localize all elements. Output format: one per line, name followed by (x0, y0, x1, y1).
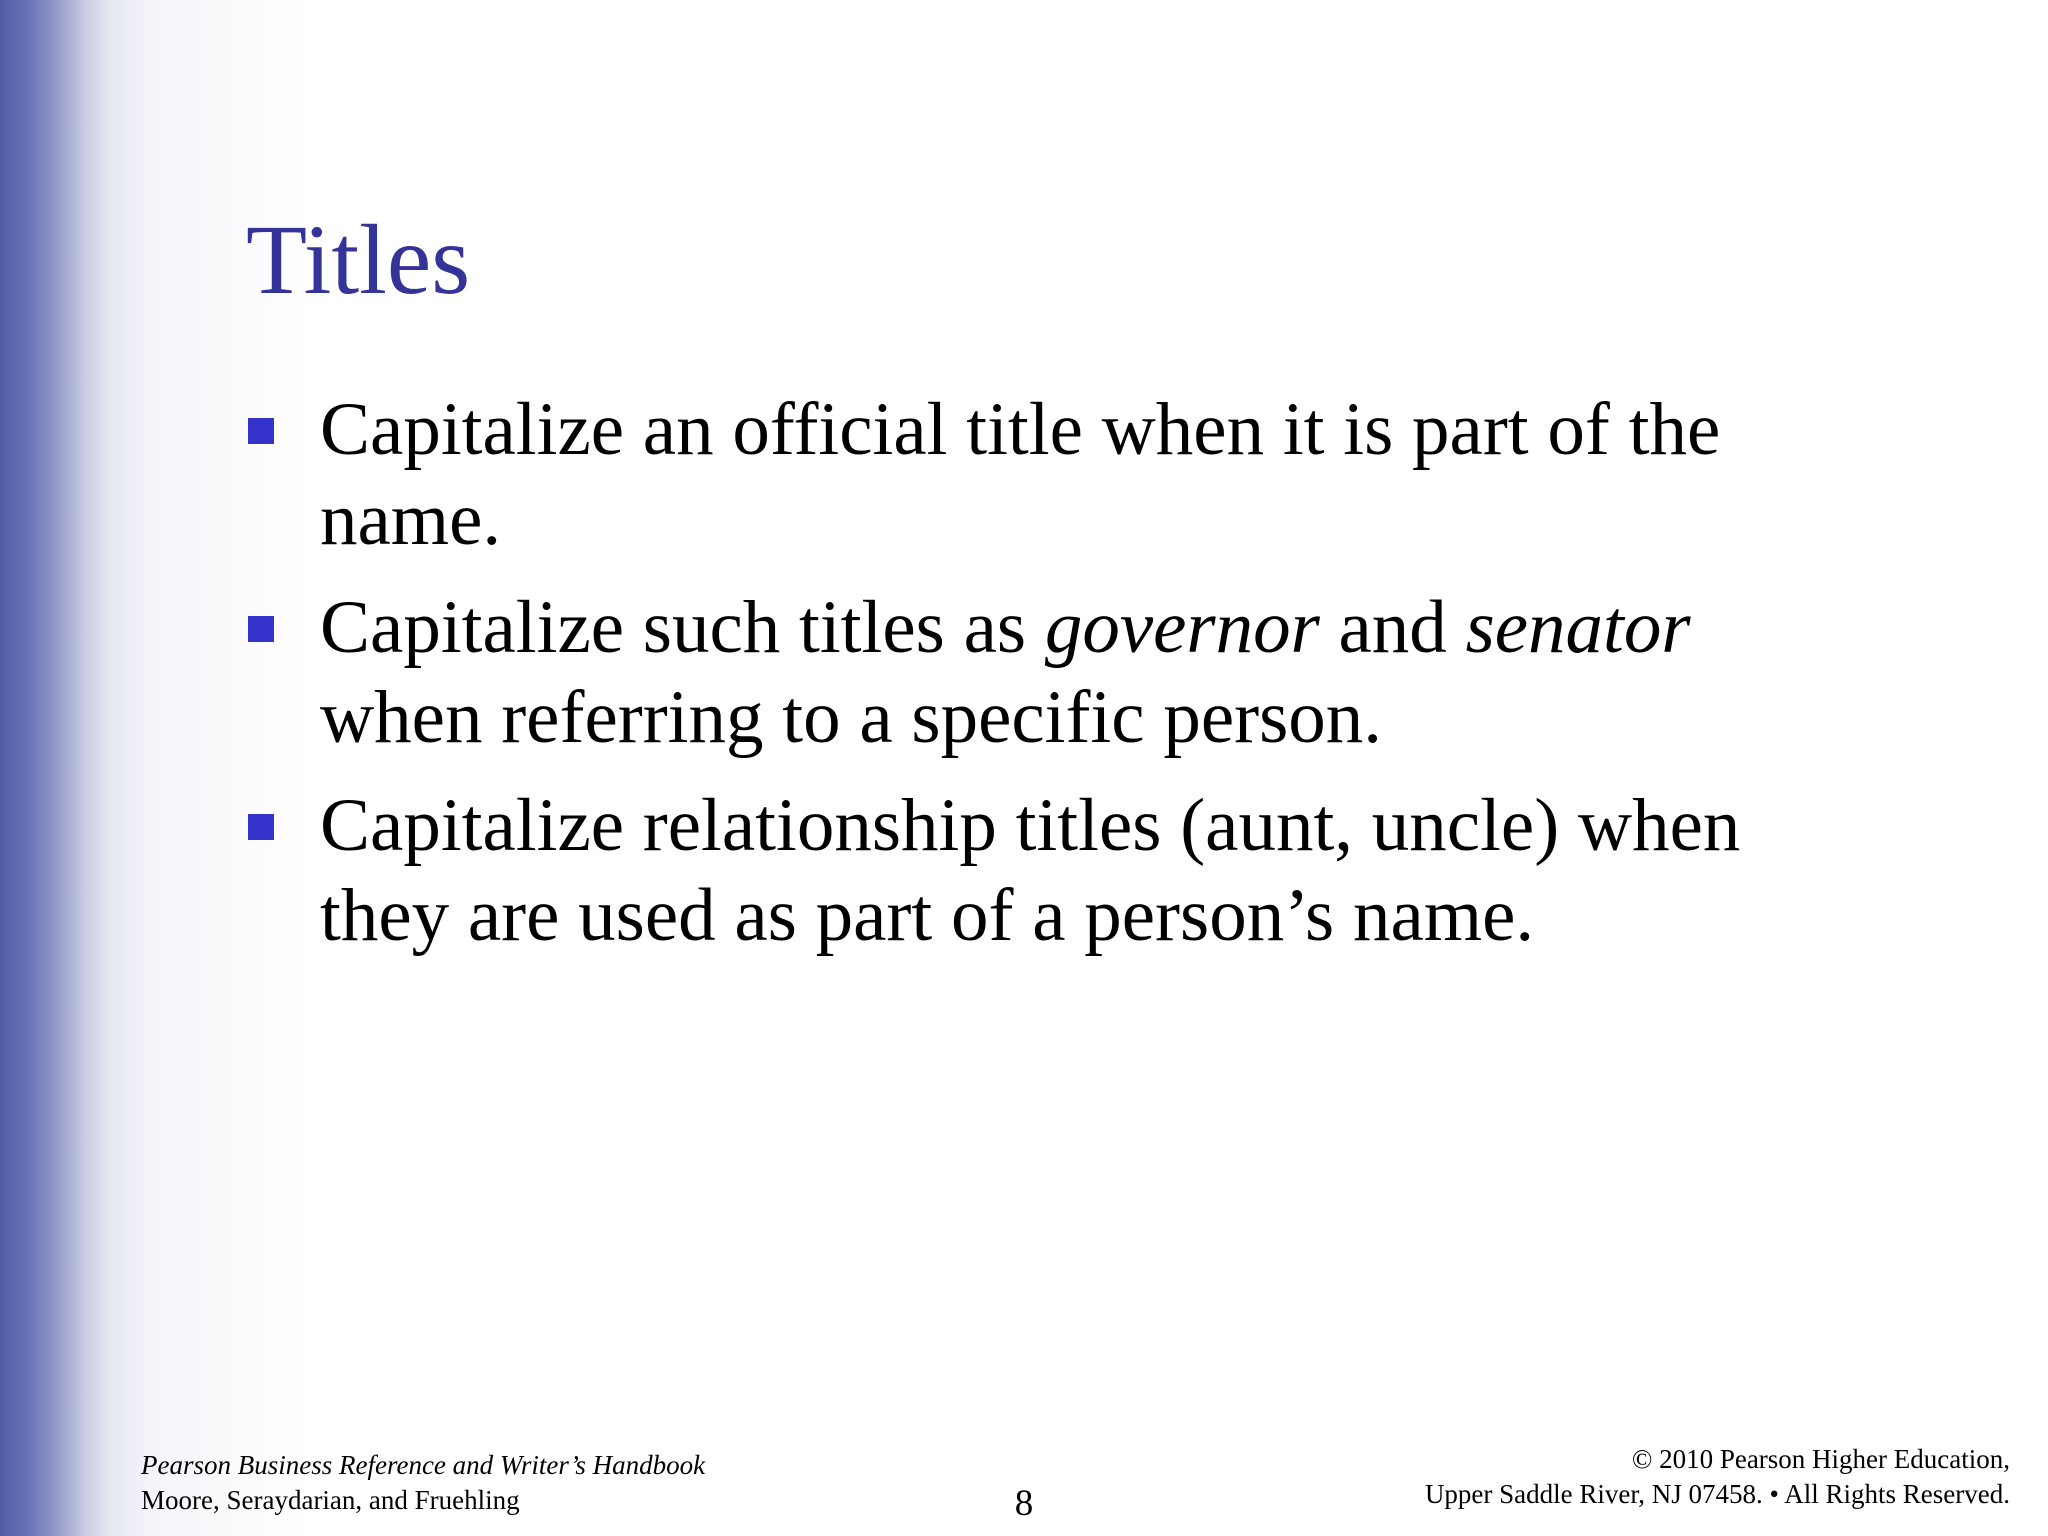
bullet-text: Capitalize relationship titles (aunt, uncle) when they are used as part of a person’s name. (320, 784, 1741, 957)
footer-copyright-line-1: © 2010 Pearson Higher Education, (1631, 1444, 2010, 1474)
bullet-text: Capitalize such titles as (320, 586, 1045, 669)
footer-book-title: Pearson Business Reference and Writer’s Handbook (141, 1450, 706, 1480)
bullet-text-emphasis: senator (1465, 586, 1691, 669)
footer-citation (141, 1448, 705, 1518)
bullet-text: Capitalize an official title when it is part of the name. (320, 388, 1721, 561)
bullet-item-governor-senator (246, 583, 1866, 763)
slide-title: Titles (246, 204, 471, 315)
bullet-text: and (1319, 586, 1466, 669)
bullet-text: when referring to a specific person. (320, 676, 1383, 759)
footer-authors: Moore, Seraydarian, and Fruehling (141, 1485, 520, 1515)
bullet-list (246, 385, 1866, 979)
bullet-item-official-title (246, 385, 1866, 565)
square-bullet-icon (248, 616, 274, 642)
bullet-text-emphasis: governor (1044, 586, 1320, 669)
square-bullet-icon (248, 814, 274, 840)
page-number: 8 (1014, 1483, 1034, 1524)
footer-copyright-line-2: Upper Saddle River, NJ 07458. • All Rights Reserved. (1424, 1479, 2010, 1509)
bullet-item-relationship-titles (246, 781, 1866, 961)
square-bullet-icon (248, 418, 274, 444)
footer-copyright (1425, 1442, 2010, 1512)
